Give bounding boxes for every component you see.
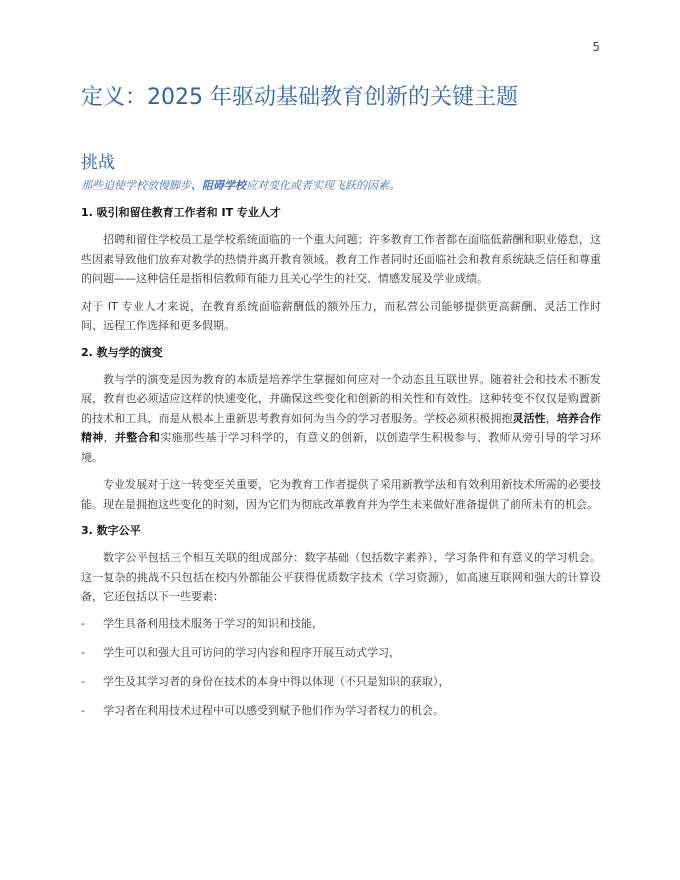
subtitle-separator: 、: [191, 179, 202, 192]
dash-marker: -: [81, 616, 85, 630]
list-item: [81, 673, 601, 691]
paragraph-text: 教与学的演变是因为教育的本质是培养学生掌握如何应对一个动态且互联世界。随着社会和技术不断发展，教育也必须适应这样的快速变化，并确保这些变化和创新的相关性和有效性。这种转变不仅仅是购置新的技术和工具，而是从根本上重新思考教育如何为当今的学习者服务。学校必须积极拥抱: [81, 372, 601, 425]
list-item-text: 学生可以和强大且可访问的学习内容和程序开展互动式学习，: [103, 645, 400, 659]
list-item: [81, 615, 601, 633]
emphasis-integration: 并整合和: [114, 431, 161, 444]
section-subtitle: [81, 177, 400, 193]
section-heading-teaching-evolution: 2. 教与学的演变: [81, 345, 163, 359]
bullet-list: [81, 615, 601, 720]
section-talent: [81, 204, 601, 336]
dash-marker: -: [81, 703, 85, 717]
subtitle-part-3: 应对变化或者实现飞跃的因素。: [246, 179, 400, 192]
separator: ，: [103, 431, 115, 444]
paragraph-text: 实施那些基于学习科学的，有意义的创新，以创造学生积极参与、教师从旁引导的学习环境。: [81, 431, 602, 464]
list-item-text: 学生及其学习者的身份在技术的本身中得以体现（不只是知识的获取），: [103, 674, 450, 688]
section-heading-challenges: 挑战: [81, 153, 115, 173]
page-number: 5: [592, 40, 600, 54]
emphasis-flexibility: 灵活性: [512, 411, 546, 425]
dash-marker: -: [81, 674, 85, 688]
list-item-text: 学习者在利用技术过程中可以感受到赋予他们作为学习者权力的机会。: [103, 703, 444, 717]
paragraph: 专业发展对于这一转变至关重要，它为教育工作者提供了采用新教学法和有效利用新技术所需的必要技能。现在是拥抱这些变化的时刻，因为它们为彻底改革教育并为学生未来做好准备提供了前所未有的机会。: [81, 478, 601, 511]
paragraph: 对于 IT 专业人才来说，在教育系统面临薪酬低的额外压力，而私营公司能够提供更高薪酬、灵活工作时间、远程工作选择和更多假期。: [81, 299, 601, 332]
paragraph: [81, 370, 601, 468]
subtitle-emphasis: 阻碍学校: [202, 179, 246, 192]
dash-marker: -: [81, 645, 85, 659]
list-item: [81, 644, 601, 662]
list-item-text: 学生具备利用技术服务于学习的知识和技能，: [103, 616, 323, 630]
page-title: 定义：2025 年驱动基础教育创新的关键主题: [81, 85, 518, 110]
list-item: [81, 702, 601, 720]
paragraph: 招聘和留住学校员工是学校系统面临的一个重大问题；许多教育工作者都在面临低薪酬和职业倦怠，这些因素导致他们放弃对教学的热情并离开教育领域。教育工作者同时还面临社会和教育系统缺乏信任和尊重的问题——这种信任是指相信教师有能力且关心学生的社交、情感发展及学业成绩。: [81, 233, 601, 285]
section-heading-talent: 1. 吸引和留住教育工作者和 IT 专业人才: [81, 206, 281, 219]
subtitle-part-1: 那些迫使学校放慢脚步: [81, 179, 191, 192]
section-heading-digital-equity: 3. 数字公平: [81, 524, 141, 537]
section-teaching-evolution: [81, 344, 601, 515]
section-digital-equity: [81, 522, 601, 720]
paragraph: 数字公平包括三个相互关联的组成部分：数字基础（包括数字素养）、学习条件和有意义的学习机会。这一复杂的挑战不只包括在校内外都能公平获得优质数字技术（学习资源），如高速互联网和强大的计算设备，它还包括以下一些要素：: [81, 551, 601, 603]
emphasis-collaboration: 培养合作精神: [81, 411, 602, 444]
separator: ，: [545, 411, 557, 425]
main-content: [81, 204, 601, 731]
